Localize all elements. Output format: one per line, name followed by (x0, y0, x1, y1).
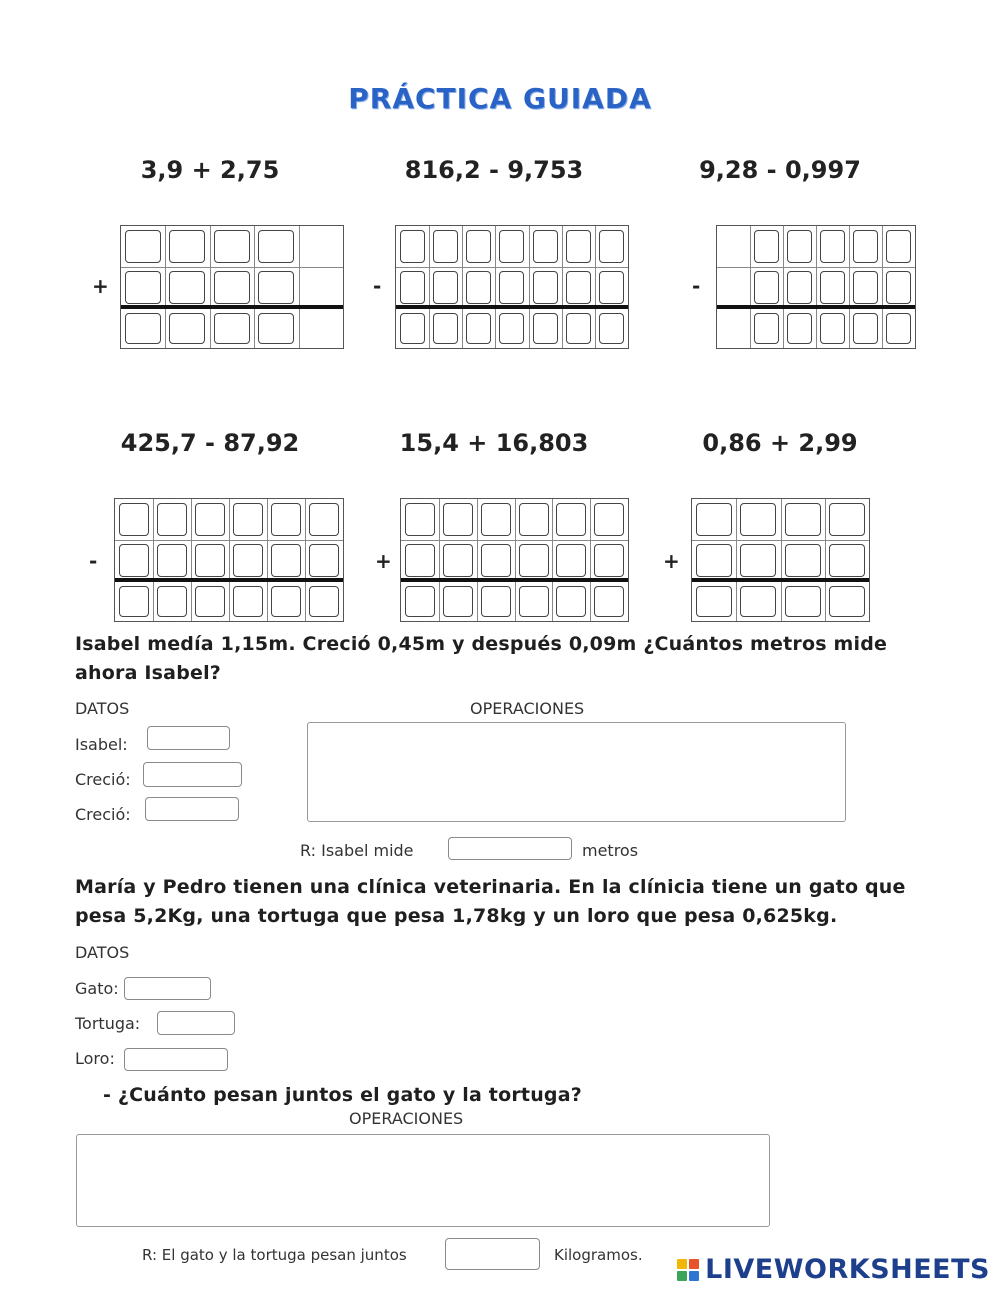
digit-input-box[interactable] (233, 544, 263, 577)
digit-input-box[interactable] (785, 586, 821, 617)
exercise-1-sign: + (92, 274, 109, 298)
digit-input-box[interactable] (214, 230, 250, 263)
digit-input-box[interactable] (157, 503, 187, 536)
digit-input-box[interactable] (195, 503, 225, 536)
digit-input-box[interactable] (119, 503, 149, 536)
problem-1-answer-prefix: R: Isabel mide (300, 841, 414, 860)
problem-2-answer-input[interactable] (445, 1238, 540, 1270)
grid-column-divider (210, 226, 211, 348)
digit-input-box[interactable] (309, 503, 339, 536)
exercise-2-sign: - (373, 274, 382, 298)
exercise-4-expression: 425,7 - 87,92 (120, 429, 300, 457)
digit-input-box[interactable] (886, 230, 911, 263)
digit-input-box[interactable] (271, 544, 301, 577)
problem-1-answer-input[interactable] (448, 837, 572, 860)
digit-input-box[interactable] (233, 586, 263, 617)
grid-column-divider (439, 499, 440, 621)
isabel-height-input[interactable] (147, 726, 230, 750)
digit-input-box[interactable] (533, 271, 558, 304)
digit-input-box[interactable] (754, 271, 779, 304)
digit-input-box[interactable] (787, 313, 812, 344)
digit-input-box[interactable] (566, 313, 591, 344)
digit-input-box[interactable] (405, 544, 435, 577)
grid-column-divider (462, 226, 463, 348)
digit-input-box[interactable] (125, 313, 161, 344)
problem-2-operaciones-label: OPERACIONES (349, 1109, 464, 1128)
grid-column-divider (299, 226, 300, 348)
digit-input-box[interactable] (594, 503, 624, 536)
page-title: PRÁCTICA GUIADA (348, 82, 652, 115)
brand-name: LIVEWORKSHEETS (705, 1254, 990, 1285)
digit-input-box[interactable] (271, 586, 301, 617)
digit-input-box[interactable] (599, 271, 624, 304)
problem-2-datos-label: DATOS (75, 943, 130, 962)
problem-2-text: María y Pedro tienen una clínica veterinaria. En la clínicia tiene un gato que pesa 5,2Kg, una tortuga que pesa 1,78kg y un loro que pesa 0,625kg. (75, 876, 906, 927)
digit-input-box[interactable] (566, 271, 591, 304)
exercise-5-sign: + (375, 549, 392, 573)
digit-input-box[interactable] (820, 230, 845, 263)
grid-row-divider (401, 540, 628, 541)
digit-input-box[interactable] (853, 271, 878, 304)
digit-input-box[interactable] (556, 544, 586, 577)
digit-input-box[interactable] (169, 313, 205, 344)
result-line (692, 578, 869, 582)
exercise-6-expression: 0,86 + 2,99 (702, 429, 858, 457)
digit-input-box[interactable] (481, 503, 511, 536)
digit-input-box[interactable] (258, 271, 294, 304)
digit-input-box[interactable] (740, 503, 776, 536)
exercise-1-expression: 3,9 + 2,75 (140, 156, 280, 184)
grid-row-divider (692, 540, 869, 541)
digit-input-box[interactable] (258, 313, 294, 344)
digit-input-box[interactable] (829, 503, 865, 536)
grid-column-divider (750, 226, 751, 348)
digit-input-box[interactable] (556, 586, 586, 617)
grid-column-divider (783, 226, 784, 348)
grid-row-divider (115, 540, 343, 541)
exercise-5-grid (400, 498, 629, 622)
digit-input-box[interactable] (787, 271, 812, 304)
digit-input-box[interactable] (157, 544, 187, 577)
problem-2-question: - ¿Cuánto pesan juntos el gato y la tortuga? (103, 1084, 582, 1106)
digit-input-box[interactable] (443, 586, 473, 617)
problem-1-text: Isabel medía 1,15m. Creció 0,45m y después 0,09m ¿Cuántos metros mide ahora Isabel? (75, 633, 888, 684)
exercise-4-grid (114, 498, 344, 622)
digit-input-box[interactable] (466, 313, 491, 344)
grid-row-divider (396, 267, 628, 268)
grid-column-divider (882, 226, 883, 348)
digit-input-box[interactable] (740, 544, 776, 577)
digit-input-box[interactable] (466, 230, 491, 263)
digit-input-box[interactable] (820, 271, 845, 304)
digit-input-box[interactable] (258, 230, 294, 263)
grid-row-divider (717, 267, 915, 268)
digit-input-box[interactable] (533, 230, 558, 263)
digit-input-box[interactable] (443, 503, 473, 536)
problem-1-operaciones-label: OPERACIONES (470, 699, 585, 718)
grid-column-divider (562, 226, 563, 348)
tortuga-weight-input[interactable] (157, 1011, 235, 1035)
problem-2-answer-suffix: Kilogramos. (554, 1246, 643, 1264)
digit-input-box[interactable] (466, 271, 491, 304)
digit-input-box[interactable] (740, 586, 776, 617)
digit-input-box[interactable] (785, 503, 821, 536)
digit-input-box[interactable] (400, 313, 425, 344)
digit-input-box[interactable] (481, 586, 511, 617)
digit-input-box[interactable] (214, 313, 250, 344)
problem-2-answer-prefix: R: El gato y la tortuga pesan juntos (142, 1246, 407, 1264)
exercise-3-grid (716, 225, 916, 349)
field-label-isabel: Isabel: (75, 735, 128, 754)
digit-input-box[interactable] (533, 313, 558, 344)
field-label-crecio-1: Creció: (75, 770, 131, 789)
digit-input-box[interactable] (829, 586, 865, 617)
exercise-5-expression: 15,4 + 16,803 (399, 429, 589, 457)
digit-input-box[interactable] (599, 313, 624, 344)
digit-input-box[interactable] (195, 586, 225, 617)
digit-input-box[interactable] (594, 586, 624, 617)
grid-column-divider (229, 499, 230, 621)
grid-column-divider (153, 499, 154, 621)
result-line (401, 578, 628, 582)
digit-input-box[interactable] (119, 586, 149, 617)
field-label-crecio-2: Creció: (75, 805, 131, 824)
digit-input-box[interactable] (499, 230, 524, 263)
grid-column-divider (849, 226, 850, 348)
grid-column-divider (590, 499, 591, 621)
digit-input-box[interactable] (599, 230, 624, 263)
digit-input-box[interactable] (499, 271, 524, 304)
digit-input-box[interactable] (309, 544, 339, 577)
problem-2-operations-area[interactable] (76, 1134, 770, 1227)
grid-row-divider (121, 267, 343, 268)
digit-input-box[interactable] (233, 503, 263, 536)
digit-input-box[interactable] (119, 544, 149, 577)
grid-column-divider (816, 226, 817, 348)
digit-input-box[interactable] (499, 313, 524, 344)
digit-input-box[interactable] (405, 586, 435, 617)
grid-column-divider (165, 226, 166, 348)
digit-input-box[interactable] (309, 586, 339, 617)
gato-weight-input[interactable] (124, 977, 211, 1000)
digit-input-box[interactable] (405, 503, 435, 536)
crecio-1-input[interactable] (143, 762, 242, 787)
exercise-6-grid (691, 498, 870, 622)
exercise-2-grid (395, 225, 629, 349)
digit-input-box[interactable] (886, 313, 911, 344)
grid-column-divider (429, 226, 430, 348)
exercise-4-sign: - (89, 549, 98, 573)
grid-column-divider (477, 499, 478, 621)
digit-input-box[interactable] (443, 544, 473, 577)
exercise-3-sign: - (692, 274, 701, 298)
grid-column-divider (191, 499, 192, 621)
digit-input-box[interactable] (519, 544, 549, 577)
digit-input-box[interactable] (400, 271, 425, 304)
field-label-tortuga: Tortuga: (75, 1014, 141, 1033)
field-label-gato: Gato: (75, 979, 119, 998)
digit-input-box[interactable] (696, 544, 732, 577)
digit-input-box[interactable] (853, 313, 878, 344)
grid-column-divider (595, 226, 596, 348)
crecio-2-input[interactable] (145, 797, 239, 821)
result-line (121, 305, 343, 309)
grid-column-divider (825, 499, 826, 621)
digit-input-box[interactable] (433, 271, 458, 304)
digit-input-box[interactable] (566, 230, 591, 263)
exercise-2-expression: 816,2 - 9,753 (404, 156, 584, 184)
grid-column-divider (515, 499, 516, 621)
digit-input-box[interactable] (853, 230, 878, 263)
liveworksheets-logo (677, 1254, 990, 1285)
digit-input-box[interactable] (433, 313, 458, 344)
digit-input-box[interactable] (787, 230, 812, 263)
digit-input-box[interactable] (696, 586, 732, 617)
grid-column-divider (495, 226, 496, 348)
digit-input-box[interactable] (125, 271, 161, 304)
liveworksheets-logo-icon (677, 1259, 699, 1281)
grid-column-divider (736, 499, 737, 621)
loro-weight-input[interactable] (124, 1048, 228, 1071)
digit-input-box[interactable] (481, 544, 511, 577)
digit-input-box[interactable] (594, 544, 624, 577)
digit-input-box[interactable] (169, 271, 205, 304)
digit-input-box[interactable] (400, 230, 425, 263)
digit-input-box[interactable] (433, 230, 458, 263)
digit-input-box[interactable] (519, 503, 549, 536)
field-label-loro: Loro: (75, 1049, 115, 1068)
result-line (396, 305, 628, 309)
grid-column-divider (552, 499, 553, 621)
exercise-6-sign: + (663, 549, 680, 573)
digit-input-box[interactable] (696, 503, 732, 536)
digit-input-box[interactable] (169, 230, 205, 263)
grid-column-divider (781, 499, 782, 621)
result-line (717, 305, 915, 309)
problem-1-operations-area[interactable] (307, 722, 846, 822)
digit-input-box[interactable] (519, 586, 549, 617)
digit-input-box[interactable] (754, 230, 779, 263)
digit-input-box[interactable] (556, 503, 586, 536)
digit-input-box[interactable] (214, 271, 250, 304)
digit-input-box[interactable] (271, 503, 301, 536)
exercise-1-grid (120, 225, 344, 349)
grid-column-divider (267, 499, 268, 621)
digit-input-box[interactable] (886, 271, 911, 304)
result-line (115, 578, 343, 582)
digit-input-box[interactable] (195, 544, 225, 577)
grid-column-divider (529, 226, 530, 348)
problem-1-datos-label: DATOS (75, 699, 130, 718)
digit-input-box[interactable] (157, 586, 187, 617)
grid-column-divider (254, 226, 255, 348)
digit-input-box[interactable] (829, 544, 865, 577)
exercise-3-expression: 9,28 - 0,997 (699, 156, 861, 184)
grid-column-divider (305, 499, 306, 621)
digit-input-box[interactable] (820, 313, 845, 344)
digit-input-box[interactable] (754, 313, 779, 344)
digit-input-box[interactable] (785, 544, 821, 577)
digit-input-box[interactable] (125, 230, 161, 263)
problem-1-answer-suffix: metros (582, 841, 639, 860)
